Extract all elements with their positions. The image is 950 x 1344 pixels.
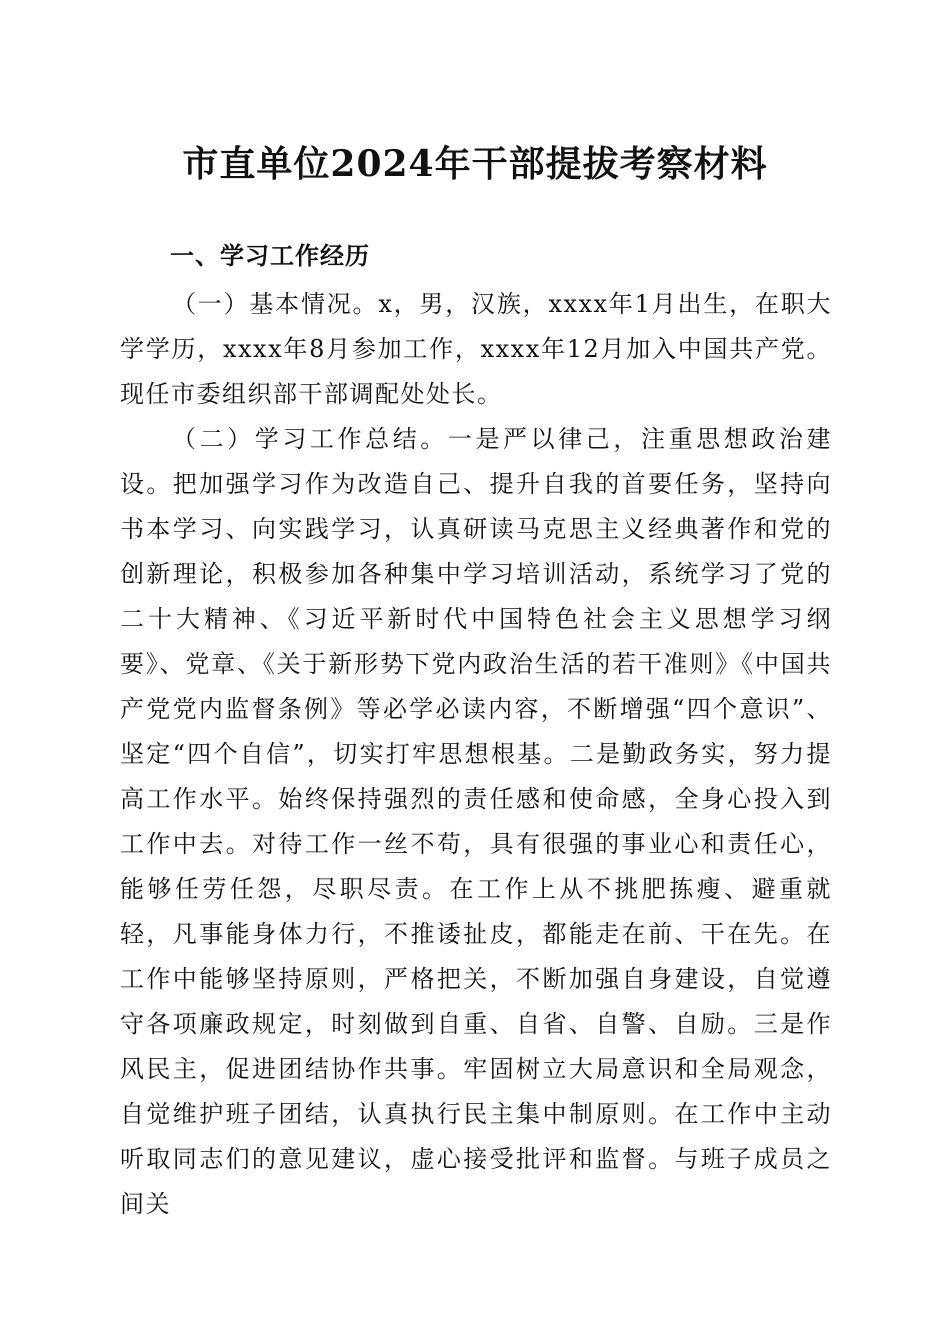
- section-heading: 一、学习工作经历: [170, 242, 370, 270]
- document-title: 市直单位2024年干部提拔考察材料: [182, 143, 768, 185]
- paragraph-basic-info: （一）基本情况。x，男，汉族，xxxx年1月出生，在职大学学历，xxxx年8月参加工作，xxxx年12月加入中国共产党。现任市委组织部干部调配处处长。: [120, 290, 832, 408]
- paragraph-work-summary: （二）学习工作总结。一是严以律己，注重思想政治建设。把加强学习作为改造自己、提升自我的首要任务，坚持向书本学习、向实践学习，认真研读马克思主义经典著作和党的创新理论，积极参加各种集中学习培训活动，系统学习了党的二十大精神、《习近平新时代中国特色社会主义思想学习纲要》、党章、《关于新形势下党内政治生活的若干准则》《中国共产党党内监督条例》等必学必读内容，不断增强“四个意识”、坚定“四个自信”，切实打牢思想根基。二是勤政务实，努力提高工作水平。始终保持强烈的责任感和使命感，全身心投入到工作中去。对待工作一丝不苟，具有很强的事业心和责任心，能够任劳任怨，尽职尽责。在工作上从不挑肥拣瘦、避重就轻，凡事能身体力行，不推诿扯皮，都能走在前、干在先。在工作中能够坚持原则，严格把关，不断加强自身建设，自觉遵守各项廉政规定，时刻做到自重、自省、自警、自励。三是作风民主，促进团结协作共事。牢固树立大局意识和全局观念，自觉维护班子团结，认真执行民主集中制原则。在工作中主动听取同志们的意见建议，虚心接受批评和监督。与班子成员之间关: [120, 425, 832, 1218]
- document-body: [120, 282, 832, 1227]
